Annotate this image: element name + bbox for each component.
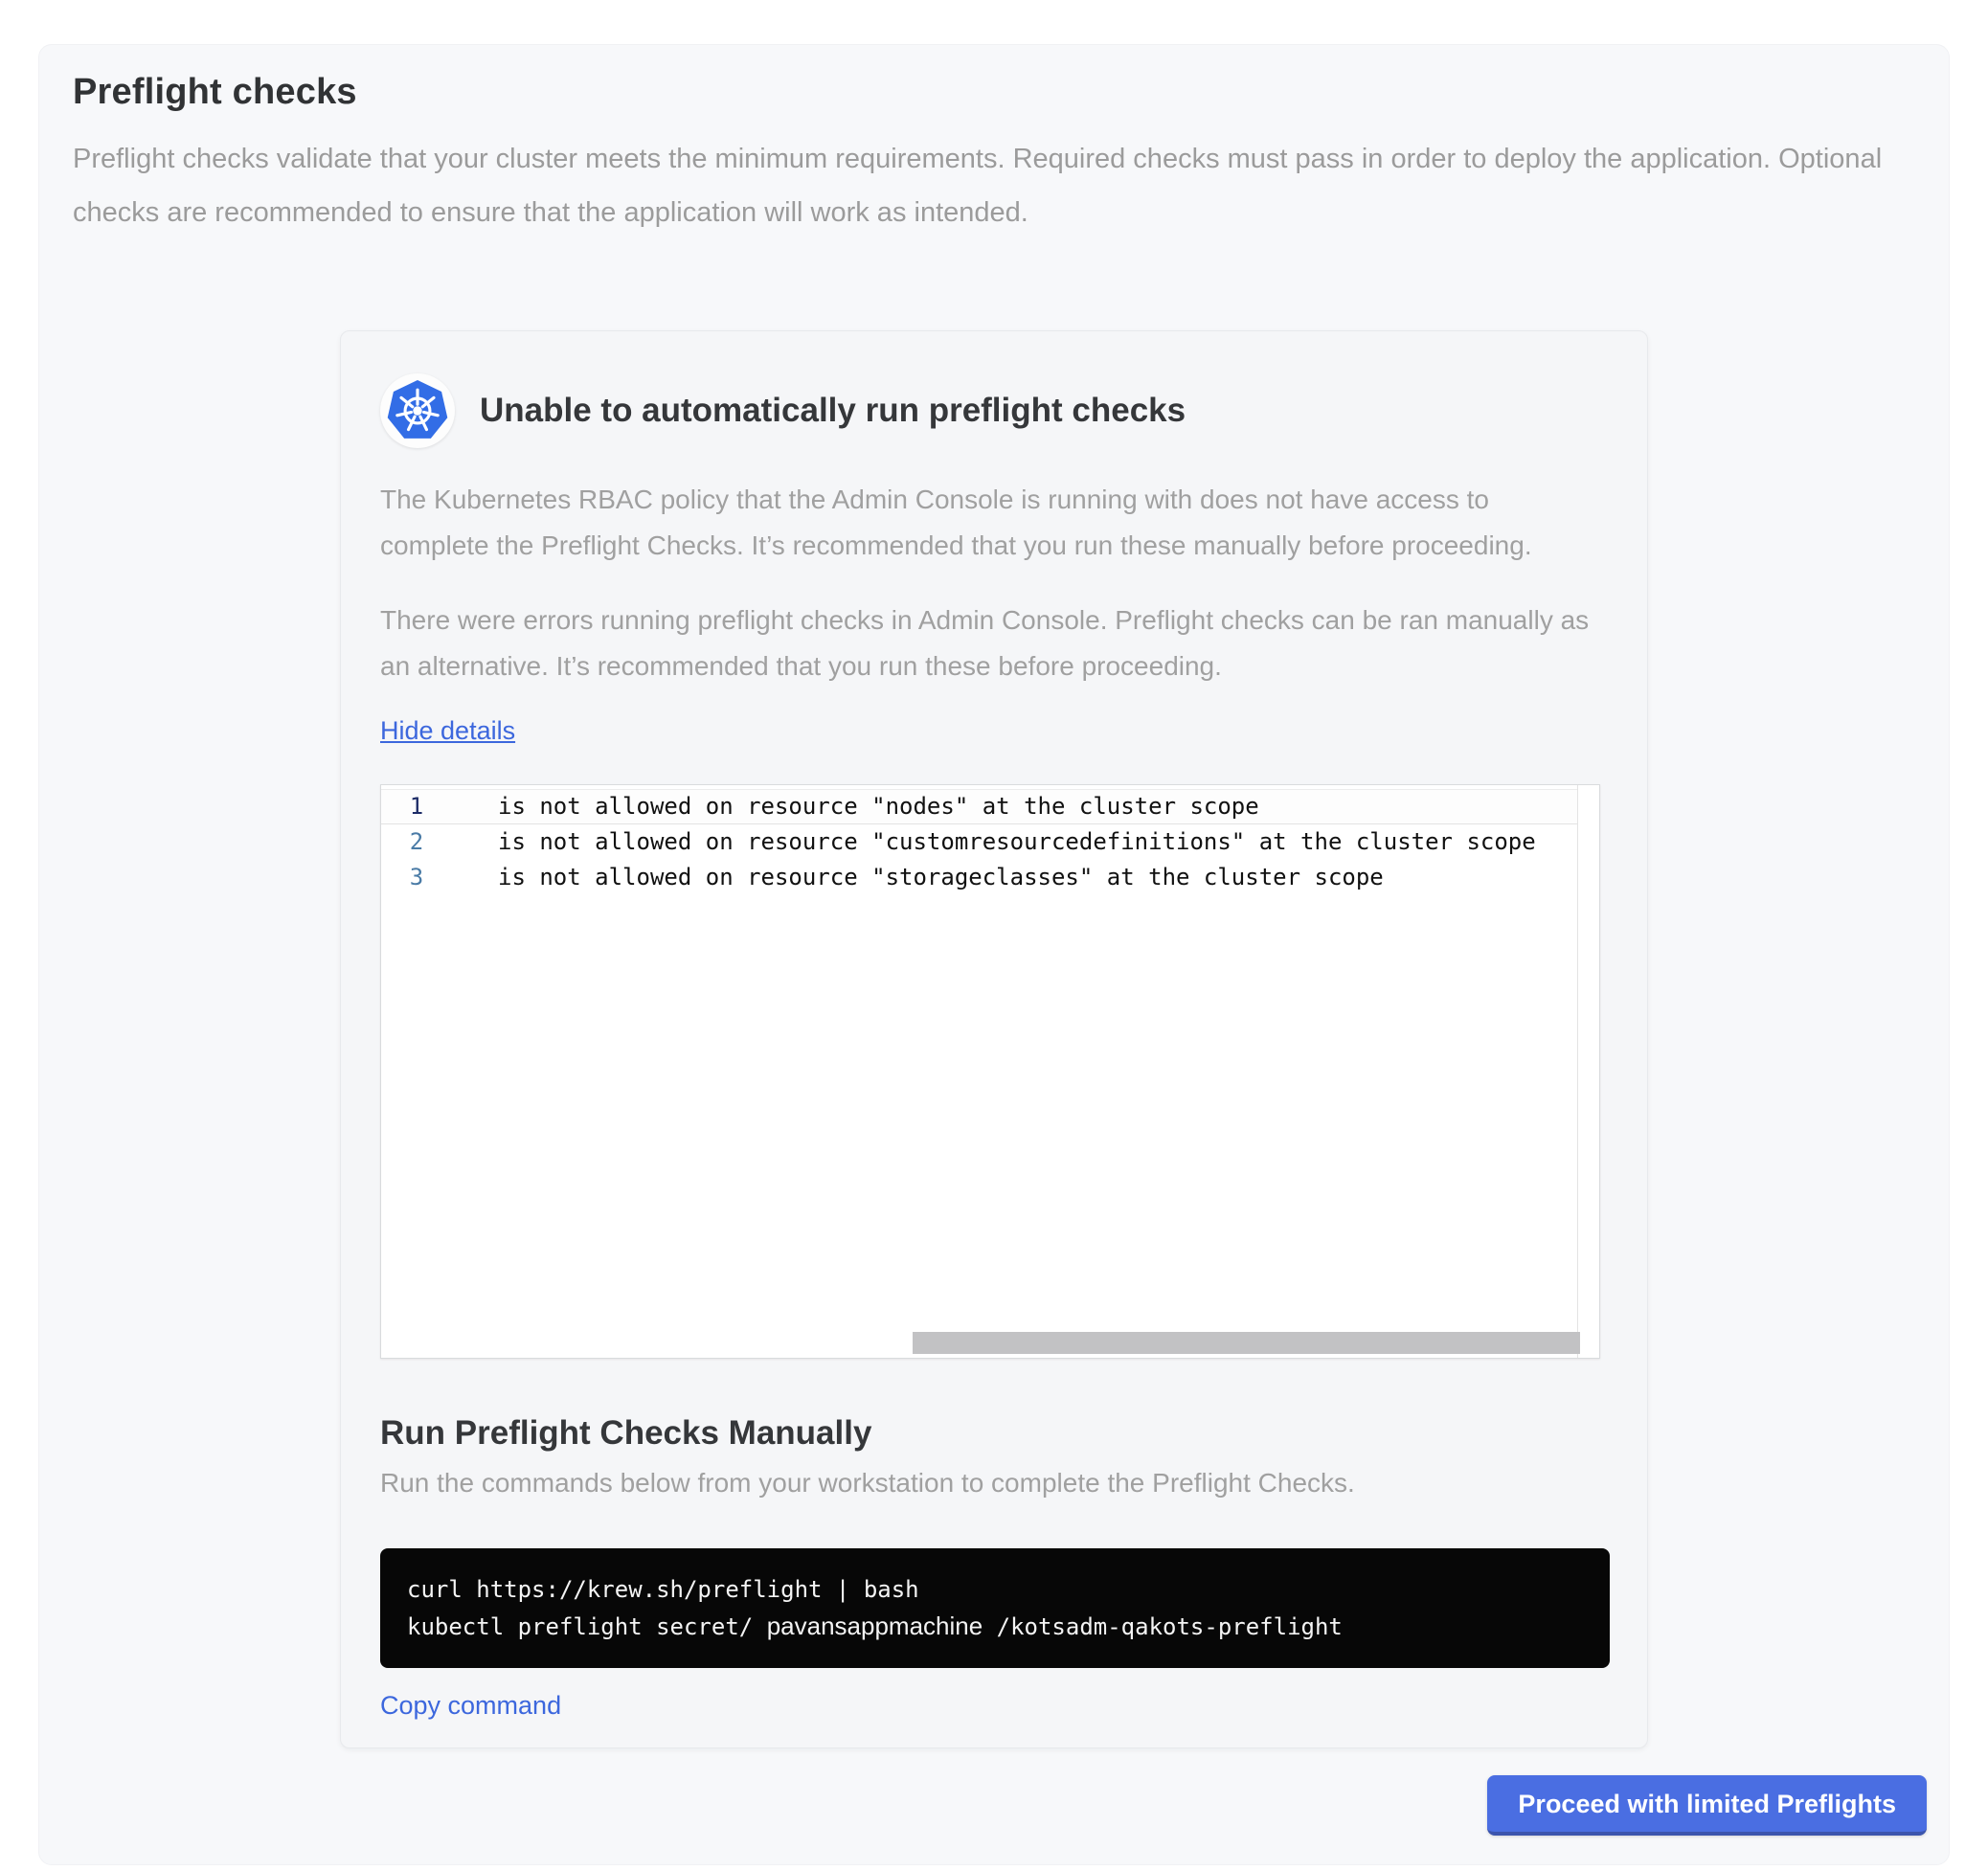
command-suffix: /kotsadm-qakots-preflight xyxy=(983,1613,1343,1640)
page-description: Preflight checks validate that your cluster meets the minimum requirements. Required checks must pass in order to deploy the application. Optional checks are recommended to ensure that the application will work as intended. xyxy=(73,144,1883,228)
command-prefix: kubectl preflight secret/ xyxy=(407,1613,767,1640)
card-title: Unable to automatically run preflight checks xyxy=(480,392,1186,429)
editor-line xyxy=(381,860,1599,895)
kubernetes-icon xyxy=(380,373,455,448)
line-text: is not allowed on resource "storageclasses" at the cluster scope xyxy=(498,864,1384,890)
line-number: 1 xyxy=(409,793,424,820)
proceed-button[interactable]: Proceed with limited Preflights xyxy=(1487,1775,1927,1836)
rbac-paragraph: The Kubernetes RBAC policy that the Admin Console is running with does not have access to complete the Preflight Checks. It’s recommended that you run these manually before proceeding. xyxy=(380,485,1532,560)
editor-line xyxy=(381,789,1599,824)
errors-paragraph: There were errors running preflight checks in Admin Console. Preflight checks can be ran manually as an alternative. It’s recommended that you run these before proceeding. xyxy=(380,605,1590,681)
preflight-panel xyxy=(38,44,1950,1865)
editor-line xyxy=(381,824,1599,860)
manual-section-description: Run the commands below from your workstation to complete the Preflight Checks. xyxy=(380,1468,1355,1498)
line-number: 3 xyxy=(409,864,424,890)
editor-horizontal-scrollbar[interactable] xyxy=(913,1332,1580,1354)
command-block xyxy=(380,1548,1610,1668)
preflight-errors-editor[interactable] xyxy=(380,784,1600,1359)
line-text: is not allowed on resource "customresourcedefinitions" at the cluster scope xyxy=(498,828,1536,855)
namespace-text: pavansappmachine xyxy=(766,1612,983,1640)
manual-section-title: Run Preflight Checks Manually xyxy=(380,1414,872,1452)
card-header xyxy=(380,373,1608,448)
command-line-2 xyxy=(407,1608,1583,1645)
command-line-1: curl https://krew.sh/preflight | bash xyxy=(407,1576,919,1603)
page-title: Preflight checks xyxy=(73,72,357,112)
editor-vertical-scrollbar[interactable] xyxy=(1577,785,1599,1358)
line-number: 2 xyxy=(409,828,424,855)
preflight-card xyxy=(340,330,1648,1748)
hide-details-link[interactable]: Hide details xyxy=(380,716,516,745)
line-text: is not allowed on resource "nodes" at the cluster scope xyxy=(498,793,1259,820)
copy-command-link[interactable]: Copy command xyxy=(380,1691,562,1720)
